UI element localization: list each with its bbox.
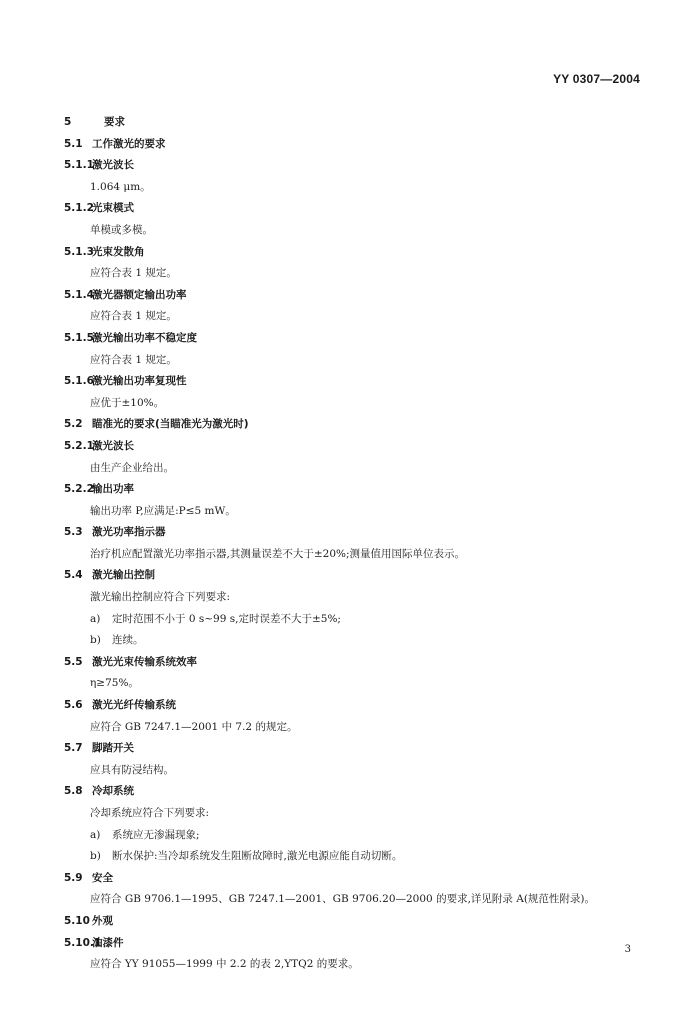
section-title: 激光波长	[92, 159, 134, 172]
section-title: 安全	[92, 871, 113, 884]
section-heading	[64, 285, 654, 307]
list-item	[64, 630, 654, 652]
section-number: 5.2.2	[64, 483, 94, 496]
list-item-text: 系统应无渗漏现象;	[112, 828, 200, 841]
list-item	[64, 846, 654, 868]
section-heading	[64, 371, 654, 393]
list-item-marker: b)	[90, 634, 101, 647]
section-title: 激光输出功率不稳定度	[92, 331, 197, 344]
list-item-text: 连续。	[112, 634, 144, 647]
body-text: 冷却系统应符合下列要求:	[90, 807, 210, 819]
section-number: 5.8	[64, 785, 83, 798]
section-title: 瞄准光的要求(当瞄准光为激光时)	[92, 418, 249, 431]
body-text: 应符合 GB 7247.1—2001 中 7.2 的规定。	[90, 720, 298, 733]
body-text: 单模或多模。	[90, 223, 153, 236]
section-title: 光束模式	[92, 202, 134, 215]
section-number: 5.4	[64, 569, 83, 582]
list-item	[64, 609, 654, 631]
section-title: 输出功率	[92, 483, 134, 496]
section-heading	[64, 652, 654, 674]
section-title: 光束发散角	[92, 245, 145, 258]
body-text: 治疗机应配置激光功率指示器,其测量误差不大于±20%;测量值用国际单位表示。	[90, 547, 466, 560]
section-heading	[64, 565, 654, 587]
section-heading	[64, 134, 654, 156]
body-text: 应符合表 1 规定。	[90, 267, 177, 280]
body-text: 1.064 μm。	[90, 180, 151, 193]
section-number: 5.1.1	[64, 159, 94, 172]
section-number: 5.9	[64, 871, 83, 884]
section-heading	[64, 738, 654, 760]
section-title: 脚踏开关	[92, 742, 134, 755]
section-number: 5.5	[64, 655, 83, 668]
list-item-marker: a)	[90, 612, 101, 625]
section-number: 5.7	[64, 742, 83, 755]
section-title: 激光输出功率复现性	[92, 375, 187, 388]
section-title: 油漆件	[92, 936, 124, 949]
section-heading	[64, 868, 654, 890]
body-text: 应具有防浸结构。	[90, 763, 174, 776]
section-number: 5.2.1	[64, 439, 94, 452]
body-text: 应符合 GB 9706.1—1995、GB 7247.1—2001、GB 9706.20—2000 的要求,详见附录 A(规范性附录)。	[90, 893, 596, 906]
section-title: 激光输出控制	[92, 569, 155, 582]
body-text: 应符合表 1 规定。	[90, 310, 177, 323]
document-body	[64, 112, 654, 976]
section-number: 5.1.2	[64, 202, 94, 215]
section-number: 5.1.5	[64, 331, 94, 344]
list-item-marker: b)	[90, 850, 101, 863]
section-number: 5.10.1	[64, 936, 102, 949]
list-item-marker: a)	[90, 828, 101, 841]
body-text: 应符合 YY 91055—1999 中 2.2 的表 2,YTQ2 的要求。	[90, 958, 359, 971]
section-number: 5.3	[64, 526, 83, 539]
list-item-text: 定时范围不小于 0 s~99 s,定时误差不大于±5%;	[112, 612, 341, 625]
section-title: 外观	[92, 914, 113, 927]
section-heading	[64, 198, 654, 220]
list-item	[64, 825, 654, 847]
section-heading	[64, 781, 654, 803]
section-title: 冷却系统	[92, 785, 134, 798]
section-heading	[64, 155, 654, 177]
section-heading	[64, 695, 654, 717]
body-text: 激光输出控制应符合下列要求:	[90, 591, 231, 604]
section-number: 5.1	[64, 137, 83, 150]
body-text: 应符合表 1 规定。	[90, 353, 177, 366]
standard-number: YY 0307—2004	[553, 72, 640, 86]
section-number: 5.1.3	[64, 245, 94, 258]
section-heading	[64, 911, 654, 933]
section-heading	[64, 112, 654, 134]
section-title: 激光光纤传输系统	[92, 699, 176, 712]
section-title: 激光器额定输出功率	[92, 288, 187, 301]
section-number: 5.1.4	[64, 288, 94, 301]
section-number: 5.2	[64, 418, 83, 431]
section-heading	[64, 242, 654, 264]
section-title: 要求	[104, 116, 125, 128]
body-text: η≥75%。	[90, 677, 139, 690]
section-title: 激光光束传输系统效率	[92, 655, 197, 668]
list-item-text: 断水保护:当冷却系统发生阻断故障时,激光电源应能自动切断。	[112, 850, 403, 863]
section-heading	[64, 414, 654, 436]
section-heading	[64, 933, 654, 955]
body-text: 输出功率 P,应满足:P≤5 mW。	[90, 504, 236, 517]
section-heading	[64, 479, 654, 501]
page-number: 3	[624, 944, 631, 955]
section-heading	[64, 436, 654, 458]
section-number: 5.6	[64, 699, 83, 712]
body-text: 应优于±10%。	[90, 396, 165, 409]
section-title: 激光功率指示器	[92, 526, 166, 539]
body-text: 由生产企业给出。	[90, 461, 174, 474]
section-heading	[64, 522, 654, 544]
section-title: 工作激光的要求	[92, 137, 166, 150]
section-number: 5.10	[64, 914, 90, 927]
section-number: 5	[64, 116, 72, 128]
section-number: 5.1.6	[64, 375, 94, 388]
section-heading	[64, 328, 654, 350]
section-title: 激光波长	[92, 439, 134, 452]
